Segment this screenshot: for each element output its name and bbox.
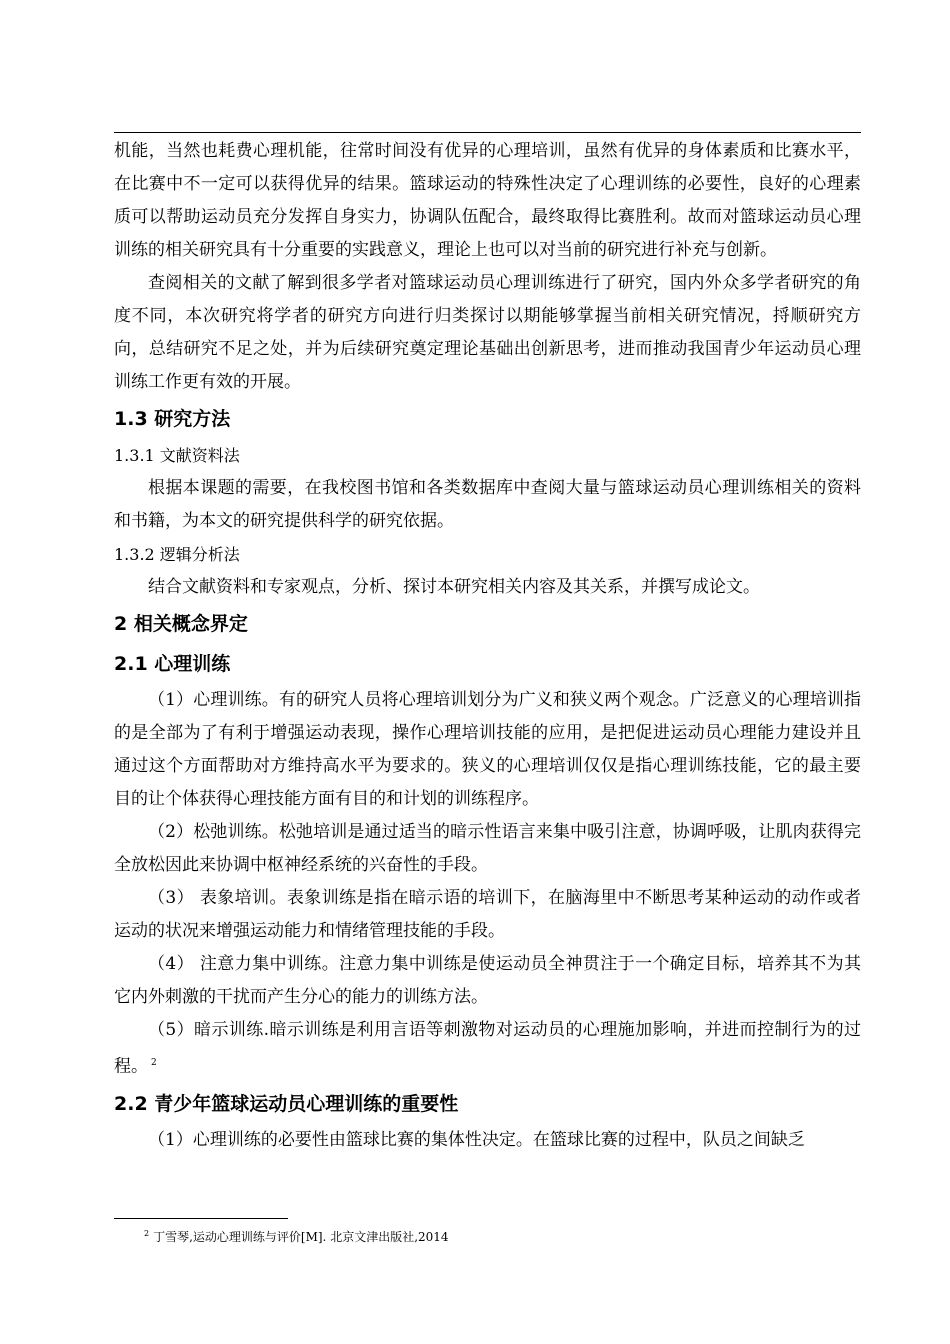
page-body <box>114 132 861 1157</box>
paragraph: （1）心理训练。有的研究人员将心理培训划分为广义和狭义两个观念。广泛意义的心理培训指的是全部为了有利于增强运动表现，操作心理培训技能的应用，是把促进运动员心理能力建设并且通过这个方面帮助对方维持高水平为要求的。狭义的心理培训仅仅是指心理训练技能，它的最主要目的让个体获得心理技能方面有目的和计划的训练程序。 <box>114 690 861 809</box>
footnote-area <box>114 1218 861 1246</box>
chapter-heading-2: 2 相关概念界定 <box>114 613 248 635</box>
section-heading-2-1: 2.1 心理训练 <box>114 653 231 675</box>
paragraph <box>114 1014 861 1084</box>
subsection-heading-1-3-1: 1.3.1 文献资料法 <box>114 446 240 465</box>
footnote-rule <box>114 1218 288 1219</box>
footnote <box>144 1225 861 1246</box>
paragraph: （1）心理训练的必要性由篮球比赛的集体性决定。在篮球比赛的过程中，队员之间缺乏 <box>148 1129 805 1150</box>
paragraph: （4） 注意力集中训练。注意力集中训练是使运动员全神贯注于一个确定目标，培养其不为其它内外刺激的干扰而产生分心的能力的训练方法。 <box>114 954 861 1007</box>
paragraph: （3） 表象培训。表象训练是指在暗示语的培训下，在脑海里中不断思考某种运动的动作或者运动的状况来增强运动能力和情绪管理技能的手段。 <box>114 888 861 941</box>
paragraph: 查阅相关的文献了解到很多学者对篮球运动员心理训练进行了研究，国内外众多学者研究的角度不同，本次研究将学者的研究方向进行归类探讨以期能够掌握当前相关研究情况，捋顺研究方向，总结研究不足之处，并为后续研究奠定理论基础出创新思考，进而推动我国青少年运动员心理训练工作更有效的开展。 <box>114 273 861 392</box>
header-rule <box>114 132 861 133</box>
paragraph: 结合文献资料和专家观点，分析、探讨本研究相关内容及其关系，并撰写成论文。 <box>148 577 760 597</box>
section-heading-2-2: 2.2 青少年篮球运动员心理训练的重要性 <box>114 1092 459 1115</box>
footnote-text: 丁雪琴,运动心理训练与评价[M]. 北京文津出版社,2014 <box>153 1230 449 1244</box>
paragraph: （2）松弛训练。松弛培训是通过适当的暗示性语言来集中吸引注意，协调呼吸，让肌肉获得完全放松因此来协调中枢神经系统的兴奋性的手段。 <box>114 822 861 875</box>
paragraph: 根据本课题的需要，在我校图书馆和各类数据库中查阅大量与篮球运动员心理训练相关的资料和书籍，为本文的研究提供科学的研究依据。 <box>114 478 861 531</box>
paragraph: 机能，当然也耗费心理机能，往常时间没有优异的心理培训，虽然有优异的身体素质和比赛水平，在比赛中不一定可以获得优异的结果。篮球运动的特殊性决定了心理训练的必要性，良好的心理素质可以帮助运动员充分发挥自身实力，协调队伍配合，最终取得比赛胜利。故而对篮球运动员心理训练的相关研究具有十分重要的实践意义，理论上也可以对当前的研究进行补充与创新。 <box>114 141 861 260</box>
paragraph-text: （5）暗示训练.暗示训练是利用言语等刺激物对运动员的心理施加影响，并进而控制行为的过程。 <box>114 1020 861 1077</box>
subsection-heading-1-3-2: 1.3.2 逻辑分析法 <box>114 545 240 564</box>
section-heading-1-3: 1.3 研究方法 <box>114 408 231 430</box>
footnote-reference[interactable]: 2 <box>151 1058 157 1068</box>
footnote-number: 2 <box>144 1229 150 1238</box>
